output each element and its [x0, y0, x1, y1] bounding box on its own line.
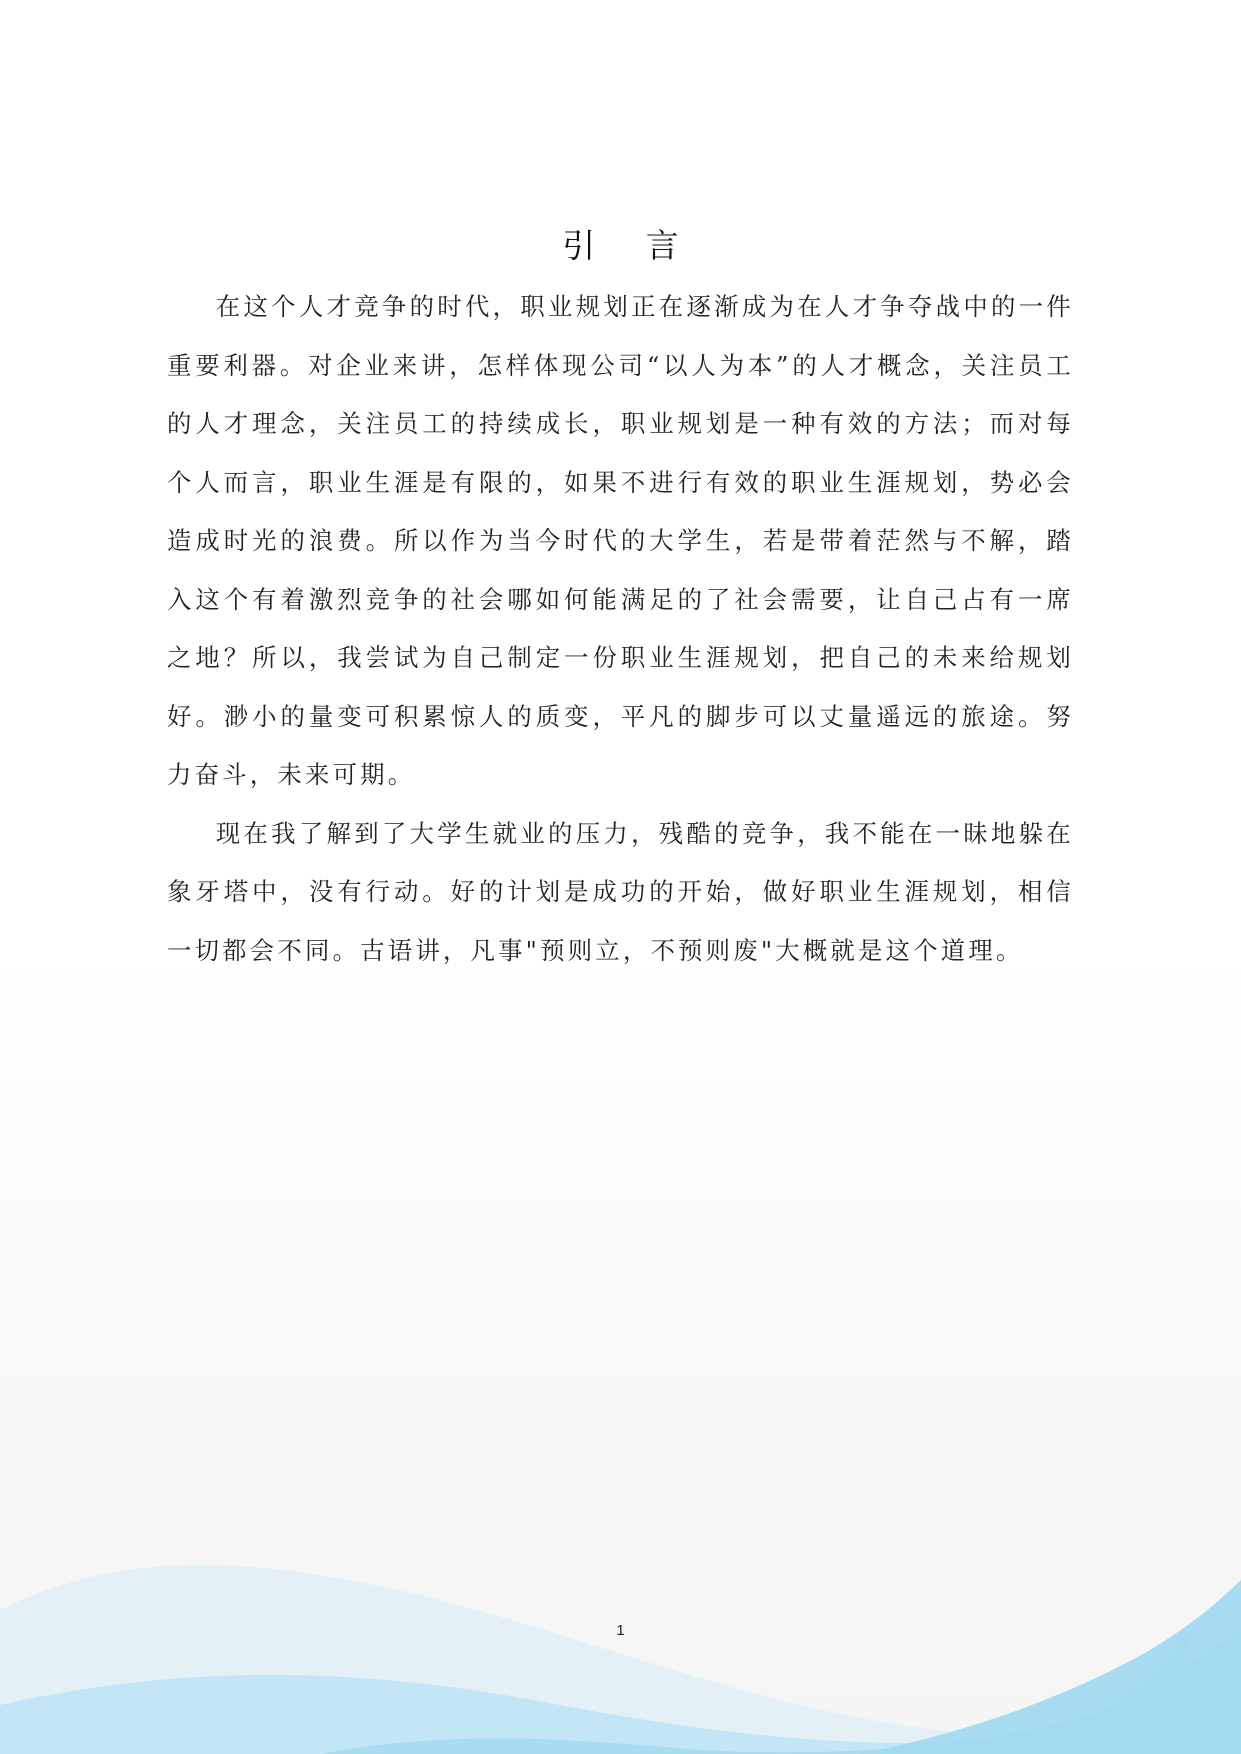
page-number: 1: [616, 1622, 625, 1639]
body-text: [167, 278, 1074, 980]
paragraph-1: 在这个人才竞争的时代，职业规划正在逐渐成为在人才争夺战中的一件重要利器。对企业来讲，怎样体现公司“以人为本”的人才概念，关注员工的人才理念，关注员工的持续成长，职业规划是一种有效的方法；而对每个人而言，职业生涯是有限的，如果不进行有效的职业生涯规划，势必会造成时光的浪费。所以作为当今时代的大学生，若是带着茫然与不解，踏入这个有着激烈竞争的社会哪如何能满足的了社会需要，让自己占有一席之地？所以，我尝试为自己制定一份职业生涯规划，把自己的未来给规划好。渺小的量变可积累惊人的质变，平凡的脚步可以丈量遥远的旅途。努力奋斗，未来可期。: [167, 292, 1074, 789]
page-title: 引 言: [562, 226, 699, 265]
paragraph-2: 现在我了解到了大学生就业的压力，残酷的竞争，我不能在一昧地躲在象牙塔中，没有行动。好的计划是成功的开始，做好职业生涯规划，相信一切都会不同。古语讲，凡事"预则立，不预则废"大概就是这个道理。: [167, 818, 1074, 965]
